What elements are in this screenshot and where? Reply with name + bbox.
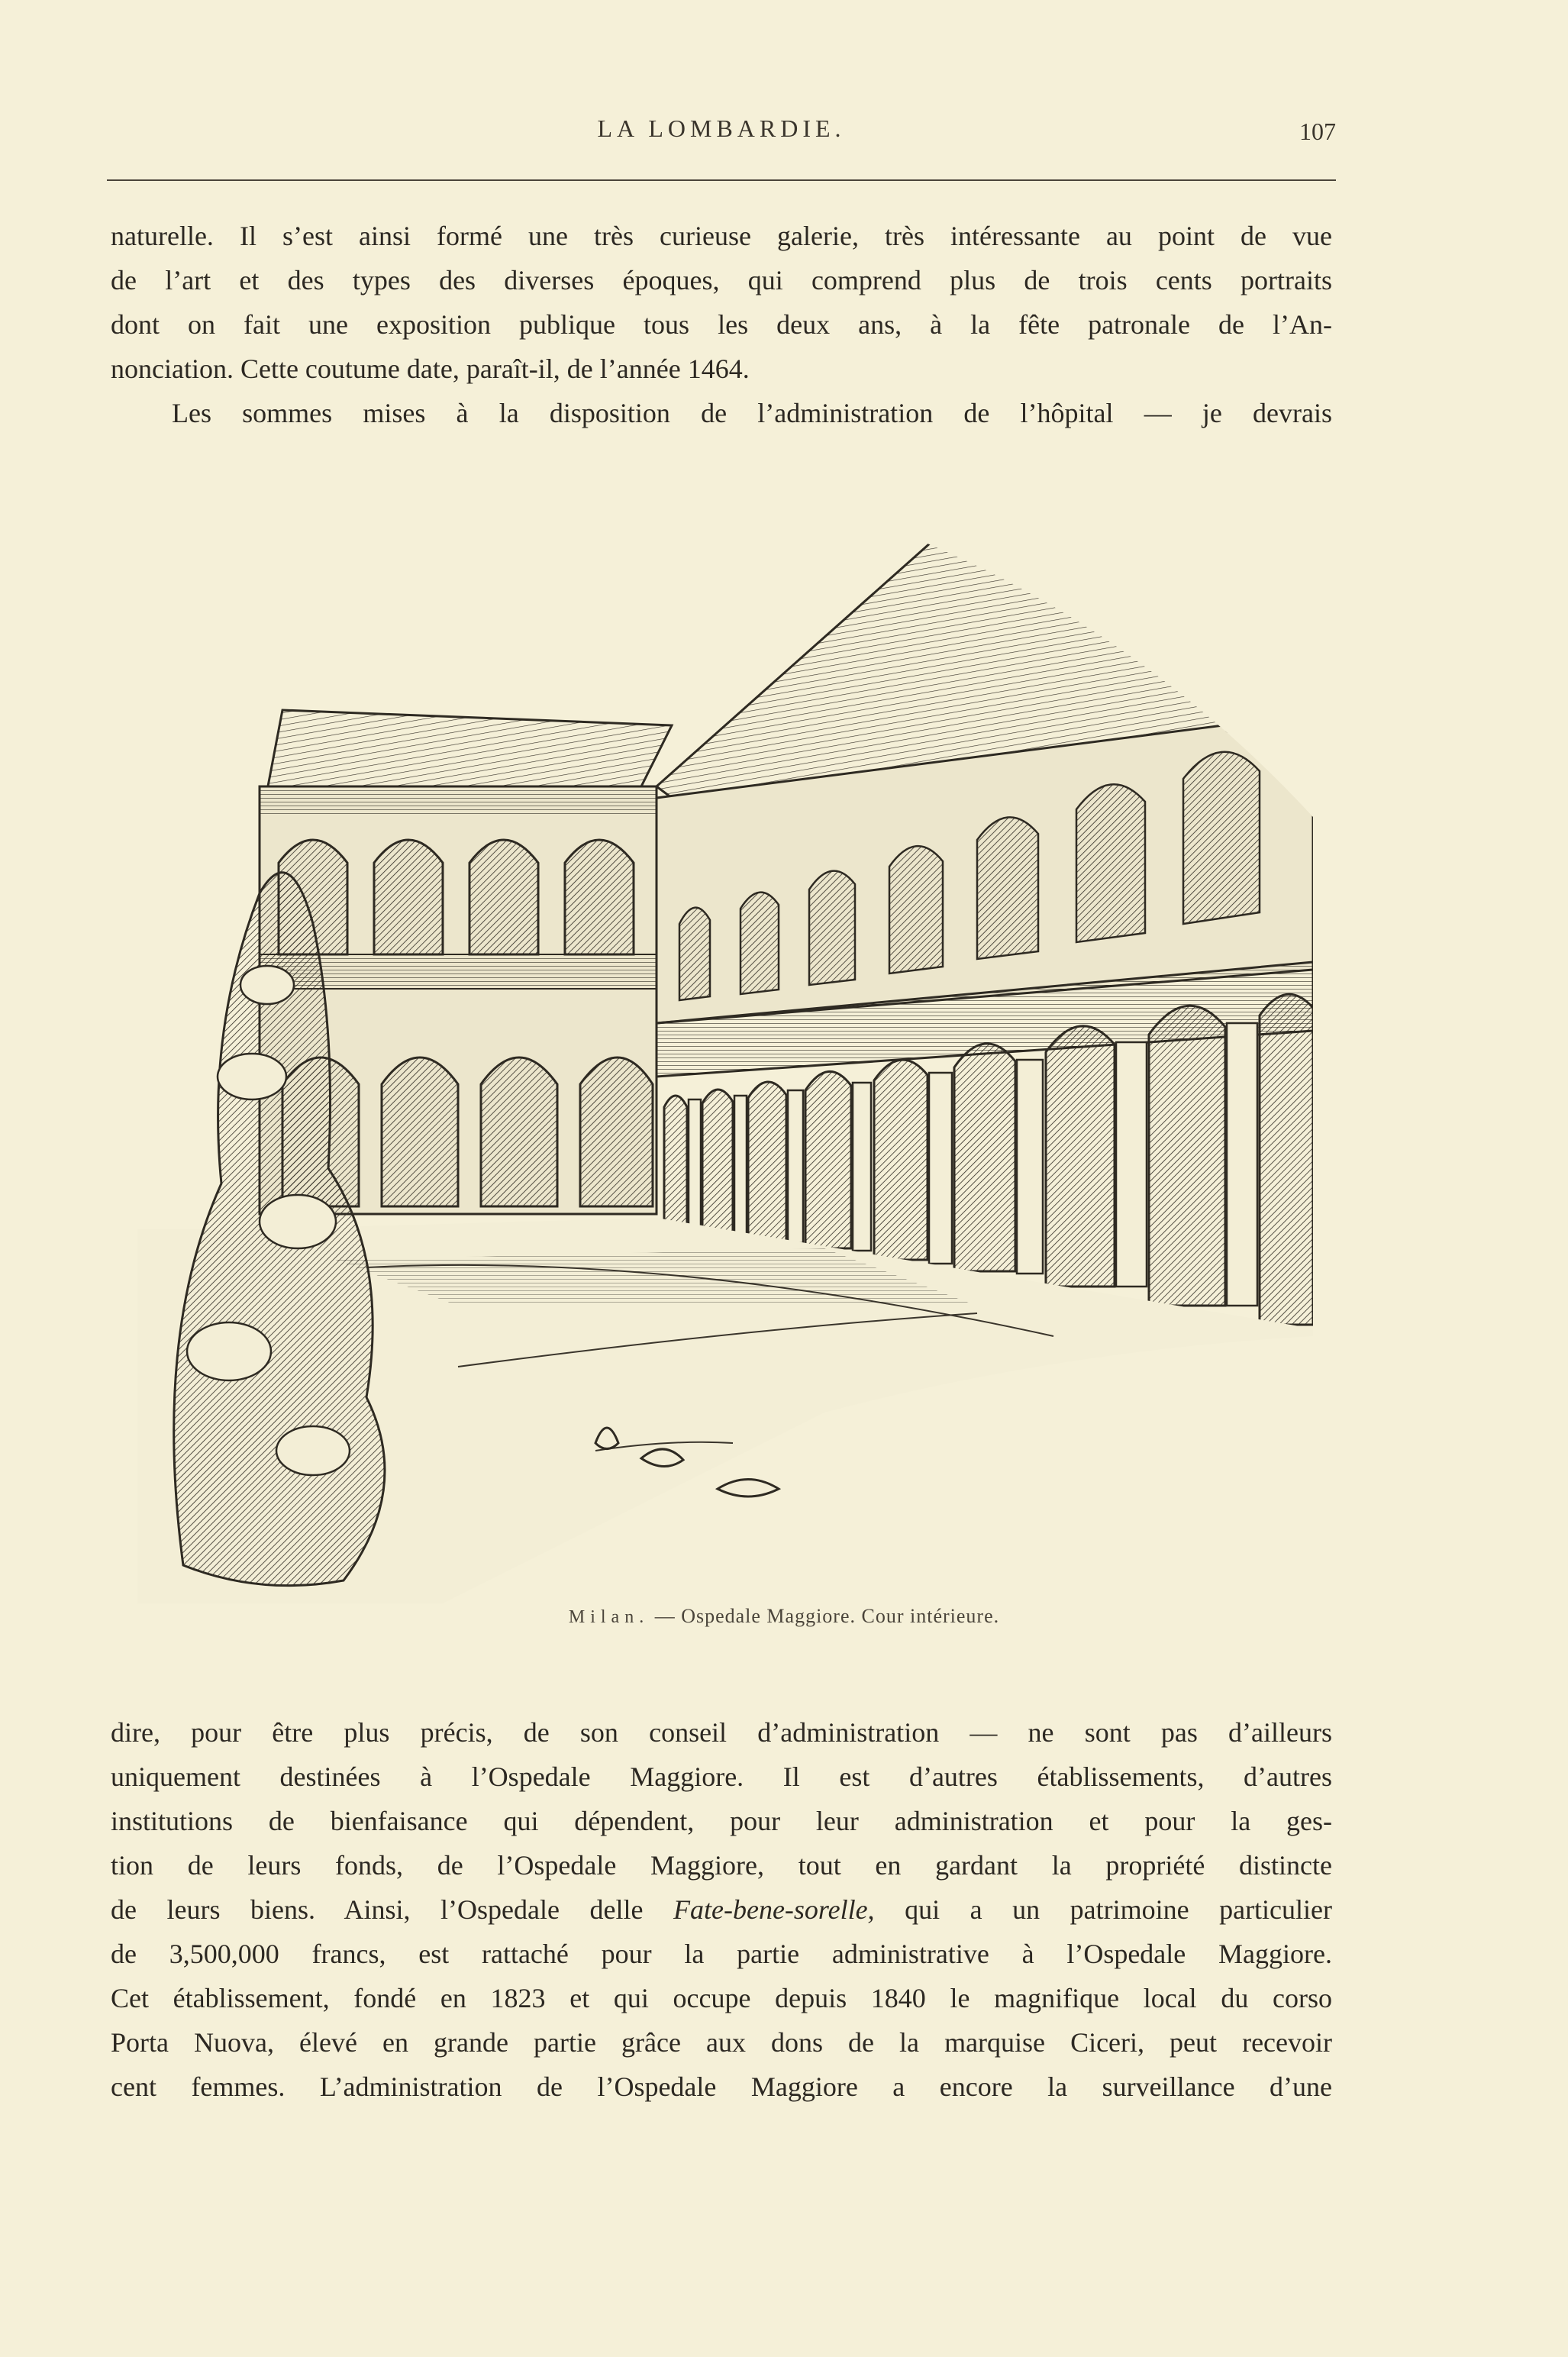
text-line: Porta Nuova, élevé en grande partie grâce aux dons de la marquise Ciceri, peut recevoir — [111, 2027, 1332, 2058]
text-fragment: de leurs biens. Ainsi, l’Ospedale delle — [111, 1894, 644, 1925]
illustration-caption — [0, 1605, 1568, 1628]
text-line: Les sommes mises à la disposition de l’administration de l’hôpital — je devrais — [172, 398, 1332, 428]
text-line: naturelle. Il s’est ainsi formé une très curieuse galerie, très intéressante au point de vue — [111, 221, 1332, 251]
text-line: tion de leurs fonds, de l’Ospedale Maggiore, tout en gardant la propriété distincte — [111, 1850, 1332, 1881]
italic-name: Fate-bene-sorelle, — [673, 1894, 875, 1925]
text-line-with-italic — [111, 1887, 1332, 1932]
text-line: Cet établissement, fondé en 1823 et qui occupe depuis 1840 le magnifique local du corso — [111, 1983, 1332, 2013]
header-rule — [107, 179, 1336, 181]
running-head — [107, 115, 1336, 160]
text-line: uniquement destinées à l’Ospedale Maggiore. Il est d’autres établissements, d’autres — [111, 1761, 1332, 1792]
top-paragraphs — [111, 214, 1332, 435]
text-line: dont on fait une exposition publique tous les deux ans, à la fête patronale de l’An- — [111, 309, 1332, 340]
text-line: cent femmes. L’administration de l’Ospedale Maggiore a encore la surveillance d’une — [111, 2071, 1332, 2102]
caption-text: — Ospedale Maggiore. Cour intérieure. — [649, 1605, 1000, 1627]
courtyard-engraving — [137, 496, 1313, 1603]
text-line: institutions de bienfaisance qui dépendent, pour leur administration et pour la ges- — [111, 1806, 1332, 1836]
text-line: dire, pour être plus précis, de son conseil d’administration — ne sont pas d’ailleurs — [111, 1717, 1332, 1748]
running-title: LA LOMBARDIE. — [597, 115, 846, 142]
bottom-paragraphs — [111, 1710, 1332, 2109]
text-line: nonciation. Cette coutume date, paraît-il, de l’année 1464. — [111, 354, 750, 384]
caption-city: Milan. — [568, 1607, 650, 1627]
text-line: de 3,500,000 francs, est rattaché pour la partie administrative à l’Ospedale Maggiore. — [111, 1939, 1332, 1969]
page-number: 107 — [1299, 118, 1336, 145]
text-fragment: qui a un patrimoine particulier — [874, 1894, 1333, 1925]
text-line: de l’art et des types des diverses époques, qui comprend plus de trois cents portraits — [111, 265, 1332, 295]
